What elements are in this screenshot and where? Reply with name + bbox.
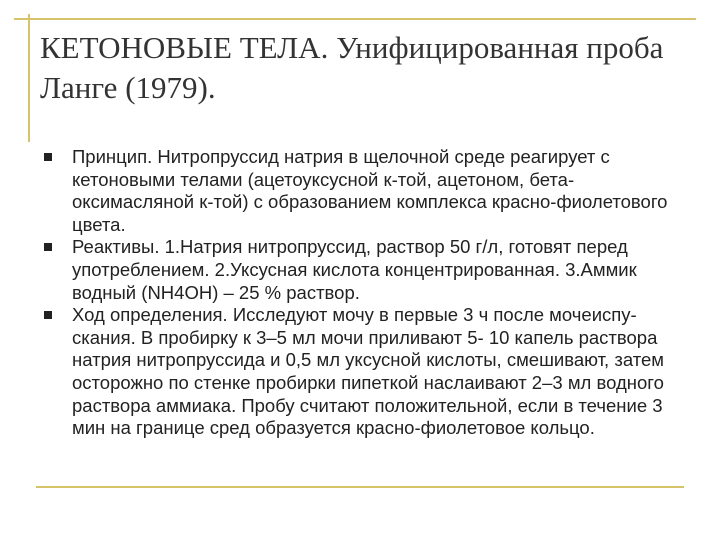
decorative-bottom-rule	[36, 486, 684, 488]
decorative-vertical-rule	[28, 14, 30, 142]
square-bullet-icon	[44, 243, 52, 251]
decorative-top-rule	[14, 18, 696, 20]
square-bullet-icon	[44, 311, 52, 319]
bullet-item-procedure	[40, 304, 680, 440]
bullet-text: Ход определения. Исследуют мочу в первые 3 ч после мочеиспу-скания. В пробирку к 3–5 мл мочи приливают 5- 10 капель раствора натрия нитропруссида и 0,5 мл уксусной кислоты, смешивают, затем осторожно по стенке пробирки пипеткой наслаивают 2–3 мл водного раствора аммиака. Пробу считают положительной, если в течение 3 мин на границе сред образуется красно-фиолетовое кольцо.	[72, 304, 664, 439]
bullet-text: Реактивы. 1.Натрия нитропруссид, раствор 50 г/л, готовят перед употреблением. 2.Уксусная кислота концентрированная. 3.Аммик водный (NH4OH) – 25 % раствор.	[72, 236, 637, 303]
bullet-item-reagents	[40, 236, 680, 304]
bullet-item-principle	[40, 146, 680, 236]
square-bullet-icon	[44, 153, 52, 161]
bullet-text: Принцип. Нитропруссид натрия в щелочной среде реагирует с кетоновыми телами (ацетоуксусной к-той, ацетоном, бета-оксимасляной к-той) с образованием комплекса красно-фиолетового цвета.	[72, 146, 668, 235]
slide-title: КЕТОНОВЫЕ ТЕЛА. Унифицированная проба Ланге (1979).	[40, 30, 664, 105]
bullet-list	[40, 146, 680, 440]
